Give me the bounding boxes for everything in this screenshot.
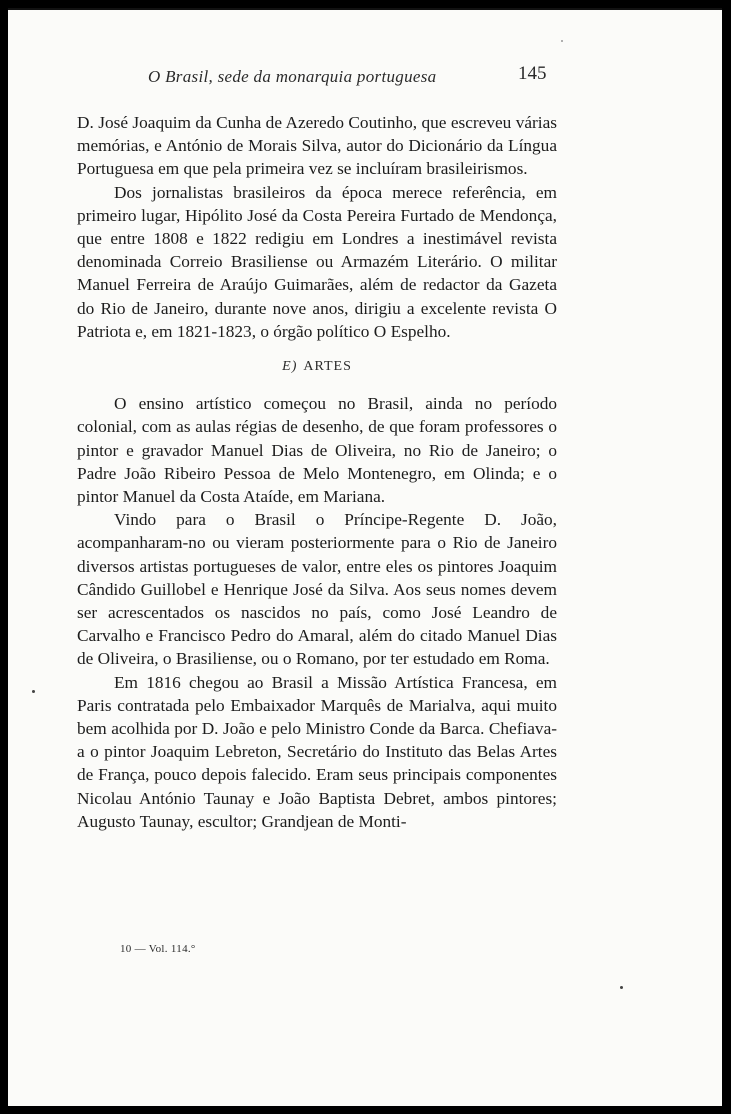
scan-speck xyxy=(561,40,563,42)
printer-signature: 10 — Vol. 114.° xyxy=(120,943,196,955)
paragraph: D. José Joaquim da Cunha de Azeredo Coutinho, que escreveu várias memórias, e António de Morais Silva, autor do Dicionário da Língua Portuguesa em que pela primeira vez se incluíram brasileirismos. xyxy=(77,113,557,179)
running-title: O Brasil, sede da monarquia portuguesa xyxy=(148,67,437,86)
paragraph: Dos jornalistas brasileiros da época merece referência, em primeiro lugar, Hipólito José da Costa Pereira Furtado de Mendonça, que entre 1808 e 1822 redigiu em Londres a inestimável revista denominada Correio Brasiliense ou Armazém Literário. O militar Manuel Ferreira de Araújo Guimarães, além de redactor da Gazeta do Rio de Janeiro, durante nove anos, dirigiu a excelente revista O Patriota e, em 1821-1823, o órgão político O Espelho. xyxy=(77,182,557,341)
page-top-border xyxy=(8,8,722,10)
running-head xyxy=(8,63,722,93)
section-heading xyxy=(77,355,557,378)
section-letter: E) xyxy=(282,359,298,375)
scan-speck xyxy=(620,986,623,989)
page-number: 145 xyxy=(518,63,547,84)
paragraph: Em 1816 chegou ao Brasil a Missão Artística Francesa, em Paris contratada pelo Embaixador Marquês de Marialva, aqui muito bem acolhida por D. João e pelo Ministro Conde da Barca. Chefiava-a o pintor Joaquim Lebreton, Secretário do Instituto das Belas Artes de França, pouco depois falecido. Eram seus principais componentes Nicolau António Taunay e João Baptista Debret, ambos pintores; Augusto Taunay, escultor; Grandjean de Monti- xyxy=(77,672,557,831)
paragraph: Vindo para o Brasil o Príncipe-Regente D. João, acompanharam-no ou vieram posteriormente para o Rio de Janeiro diversos artistas portugueses de valor, entre eles os pintores Joaquim Cândido Guillobel e Henrique José da Silva. Aos seus nomes devem ser acrescentados os nascidos no país, como José Leandro de Carvalho e Francisco Pedro do Amaral, além do citado Manuel Dias de Oliveira, o Brasiliense, ou o Romano, por ter estudado em Roma. xyxy=(77,510,557,669)
book-page xyxy=(8,8,722,1106)
section-title: ARTES xyxy=(303,359,352,375)
paragraph: O ensino artístico começou no Brasil, ainda no período colonial, com as aulas régias de desenho, de que foram professores o pintor e gravador Manuel Dias de Oliveira, no Rio de Janeiro; o Padre João Ribeiro Pessoa de Melo Montenegro, em Olinda; e o pintor Manuel da Costa Ataíde, em Mariana. xyxy=(77,394,557,507)
body-text xyxy=(77,111,557,833)
scan-speck xyxy=(32,690,35,693)
